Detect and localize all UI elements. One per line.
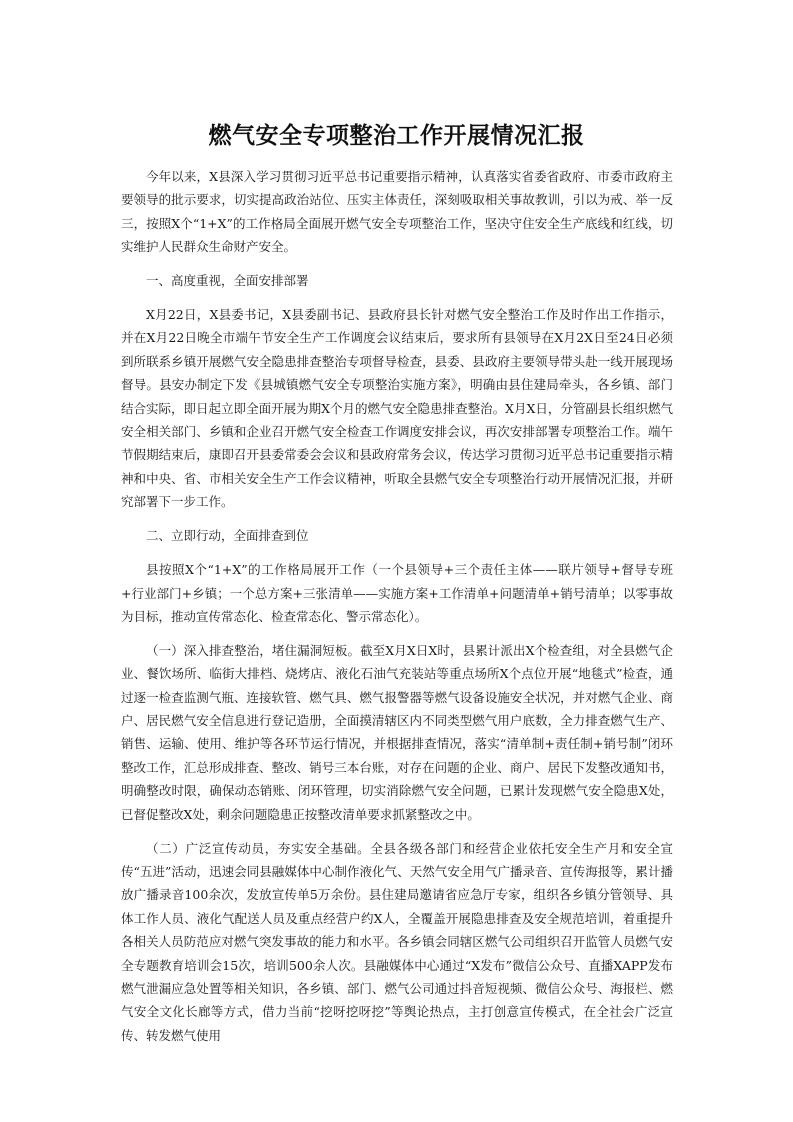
section-heading-1: 一、高度重视，全面安排部署 — [146, 273, 309, 289]
section-2-paragraph: 县按照X个“1+X”的工作格局展开工作（一个县领导+三个责任主体——联片领导+督导专班+行业部门+乡镇；一个总方案+三张清单——实施方案+工作清单+问题清单+销号清单；以零事故为目标，推动宣传常态化、检查常态化、警示常态化）。 — [121, 562, 673, 624]
subsection-1-paragraph: （一）深入排查整治，堵住漏洞短板。截至X月X日X时，县累计派出X个检查组，对全县燃气企业、餐饮场所、临街大排档、烧烤店、液化石油气充装站等重点场所X个点位开展“地毯式”检查，通过逐一检查监测气瓶、连接软管、燃气具、燃气报警器等燃气设备设施安全状况，并对燃气企业、商户、居民燃气安全信息进行登记造册，全面摸清辖区内不同类型燃气用户底数，全力排查燃气生产、销售、运输、使用、维护等各环节运行情况，并根据排查情况，落实“清单制+责任制+销号制”闭环整改工作，汇总形成排查、整改、销号三本台账，对存在问题的企业、商户、居民下发整改通知书，明确整改时限，确保动态销账、闭环管理，切实消除燃气安全问题，已累计发现燃气安全隐患X处，已督促整改X处，剩余问题隐患正按整改清单要求抓紧整改之中。 — [121, 642, 673, 822]
intro-paragraph: 今年以来，X县深入学习贯彻习近平总书记重要指示精神，认真落实省委省政府、市委市政府主要领导的批示要求，切实提高政治站位、压实主体责任，深刻吸取相关事故教训，引以为戒、举一反三，按照X个“1+X”的工作格局全面展开燃气安全专项整治工作，坚决守住安全生产底线和红线，切实维护人民群众生命财产安全。 — [121, 169, 673, 255]
section-heading-2: 二、立即行动，全面排查到位 — [146, 528, 309, 544]
section-1-paragraph: X月22日，X县委书记，X县委副书记、县政府县长针对燃气安全整治工作及时作出工作指示，并在X月22日晚全市端午节安全生产工作调度会议结束后，要求所有县领导在X月2X日至24日必须到所联系乡镇开展燃气安全隐患排查整治专项督导检查，县委、县政府主要领导带头赴一线开展现场督导。县安办制定下发《县城镇燃气安全专项整治实施方案》，明确由县住建局牵头，各乡镇、部门结合实际，即日起立即全面开展为期X个月的燃气安全隐患排查整治。X月X日，分管副县长组织燃气安全相关部门、乡镇和企业召开燃气安全检查工作调度安排会议，再次安排部署专项整治工作。端午节假期结束后，康即召开县委常委会会议和县政府常务会议，传达学习贯彻习近平总书记重要指示精神和中央、省、市相关安全生产工作会议精神，听取全县燃气安全专项整治行动开展情况汇报，并研究部署下一步工作。 — [121, 307, 673, 510]
document-title: 燃气安全专项整治工作开展情况汇报 — [208, 123, 585, 149]
document-body — [121, 165, 673, 1058]
subsection-2-paragraph: （二）广泛宣传动员，夯实安全基础。全县各级各部门和经营企业依托安全生产月和安全宣传“五进”活动，迅速会同县融媒体中心制作液化气、天然气安全用气广播录音、宣传海报等，累计播放广播录音100余次，发放宣传单5万余份。县住建局邀请省应急厅专家，组织各乡镇分管领导、具体工作人员、液化气配送人员及重点经营户约X人，全覆盖开展隐患排查及安全规范培训，着重提升各相关人员防范应对燃气突发事故的能力和水平。各乡镇会同辖区燃气公司组织召开监管人员燃气安全专题教育培训会15次，培训500余人次。县融媒体中心通过“X发布”微信公众号、直播XAPP发布燃气泄漏应急处置等相关知识，各乡镇、部门、燃气公司通过抖音短视频、微信公众号、海报栏、燃气安全文化长廊等方式，借力当前“挖呀挖呀挖”等舆论热点，主打创意宣传模式，在全社会广泛宣传、转发燃气使用 — [121, 840, 673, 1043]
